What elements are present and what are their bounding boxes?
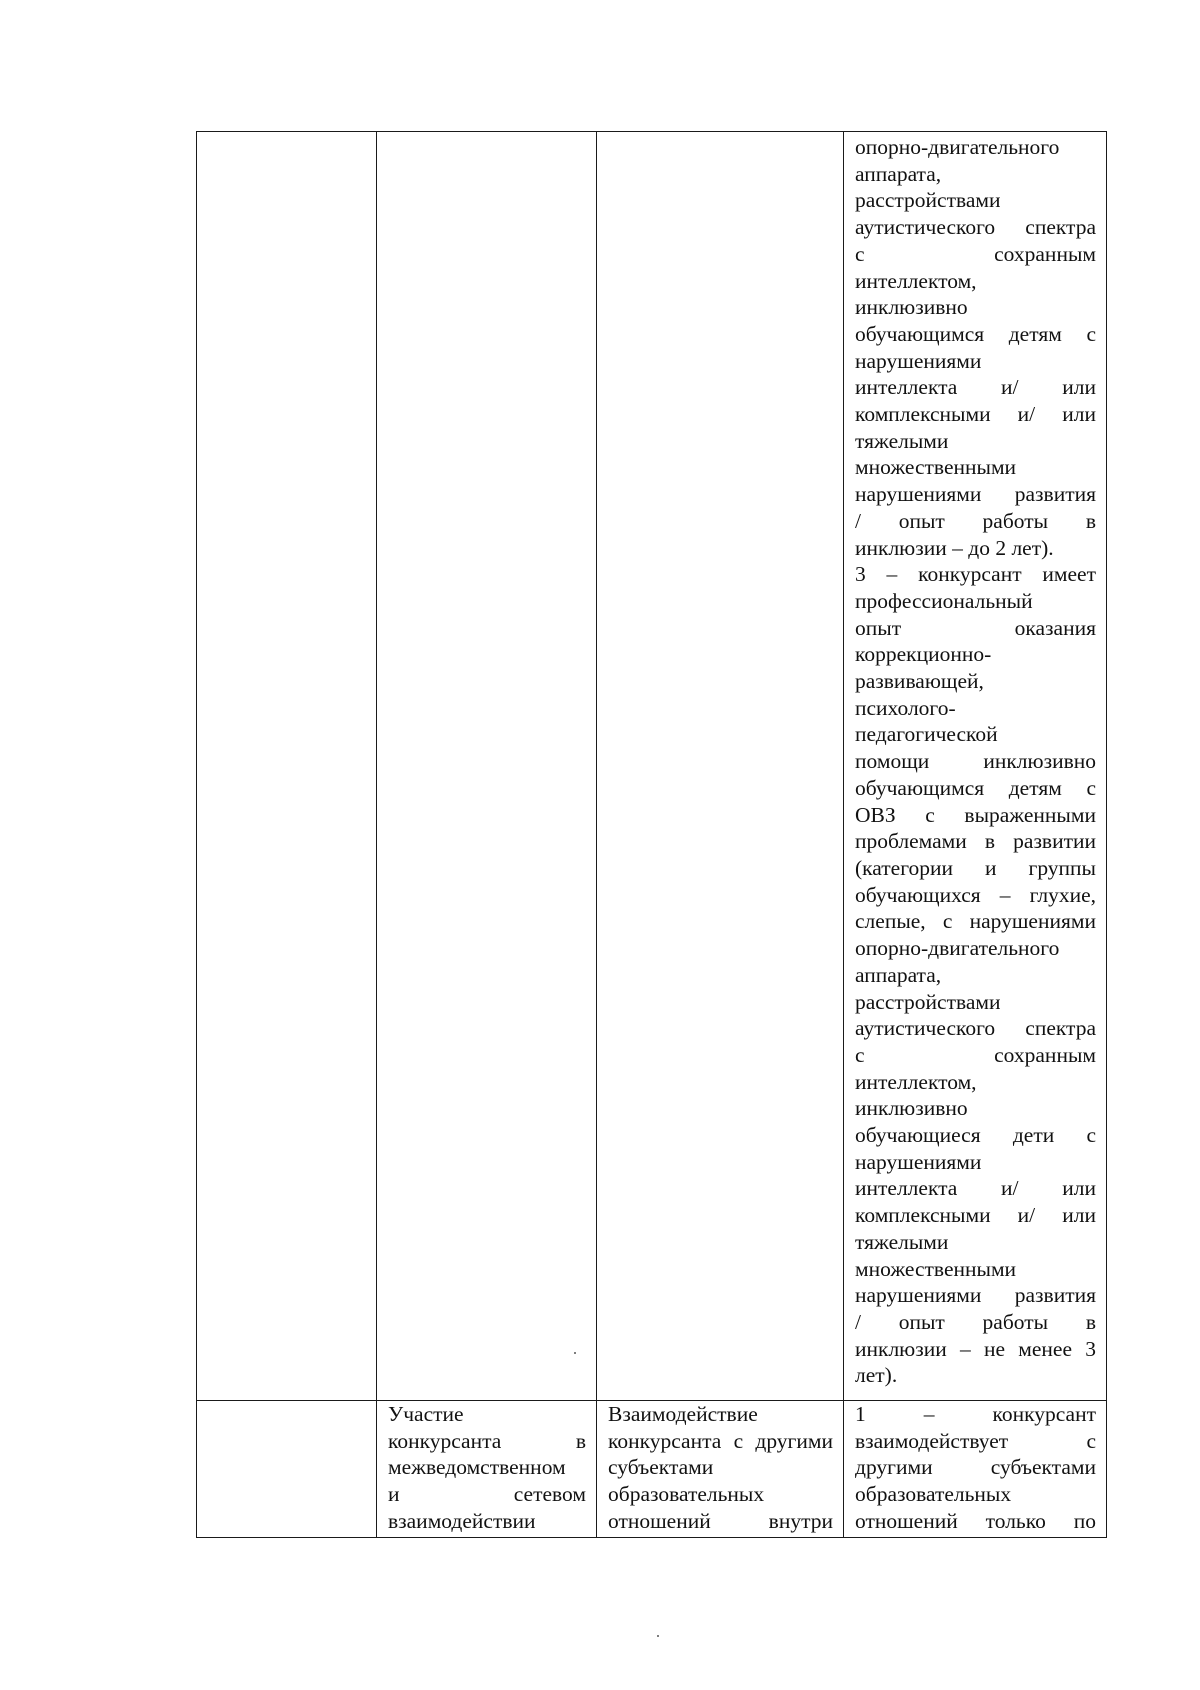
text-line: с сохранным [855, 1042, 1096, 1067]
text-line: 3 – конкурсант имеет [855, 562, 1096, 587]
cell-text [844, 1401, 1106, 1535]
text-line: ОВЗ с выраженными [855, 802, 1096, 827]
text-line: образовательных [608, 1482, 765, 1507]
scan-speck [657, 1635, 659, 1637]
text-line: опыт оказания [855, 615, 1096, 640]
text-line: развивающей, [855, 669, 984, 694]
scan-speck [574, 1352, 576, 1354]
cell-text [377, 1401, 596, 1535]
text-line: субъектами [608, 1455, 714, 1480]
table-cell-empty [197, 1401, 377, 1538]
table-cell-criteria-scale [844, 132, 1107, 1401]
text-line: коррекционно- [855, 642, 992, 667]
text-line: тяжелыми [855, 428, 949, 453]
text-line: конкурсанта с другими [608, 1428, 833, 1453]
text-line: проблемами в развитии [855, 829, 1096, 854]
text-line: Взаимодействие [608, 1402, 758, 1426]
text-line: интеллекта и/ или [855, 375, 1096, 400]
text-line: педагогической [855, 722, 998, 747]
text-line: обучающихся – глухие, [855, 882, 1096, 907]
text-line: расстройствами [855, 188, 1001, 213]
text-line: аутистического спектра [855, 215, 1096, 240]
table-row [197, 1401, 1107, 1538]
table-cell-empty [377, 132, 597, 1401]
text-line: 1 – конкурсант [855, 1402, 1096, 1426]
table-cell-indicator [597, 1401, 844, 1538]
text-line: инклюзивно [855, 295, 968, 320]
text-line: нарушениями [855, 1149, 982, 1174]
text-line: с сохранным [855, 241, 1096, 266]
text-line: лет). [855, 1363, 898, 1388]
text-line: отношений внутри [608, 1508, 833, 1533]
text-line: аутистического спектра [855, 1016, 1096, 1041]
text-line: множественными [855, 455, 1017, 480]
text-line: другими субъектами [855, 1455, 1096, 1480]
table-cell-empty [597, 132, 844, 1401]
table-cell-criterion [377, 1401, 597, 1538]
text-line: аппарата, [855, 962, 942, 987]
text-line: межведомственном [388, 1455, 566, 1480]
text-line: опорно-двигательного [855, 135, 1060, 159]
text-line: взаимодействует с [855, 1428, 1096, 1453]
text-line: и сетевом [388, 1482, 586, 1507]
text-line: (категории и группы [855, 855, 1096, 880]
text-line: конкурсанта в [388, 1428, 586, 1453]
text-line: / опыт работы в [855, 508, 1096, 533]
text-line: Участие [388, 1402, 464, 1426]
text-line: обучающимся детям с [855, 775, 1096, 800]
table-cell-empty [197, 132, 377, 1401]
text-line: отношений только по [855, 1508, 1096, 1533]
text-line: инклюзии – до 2 лет). [855, 535, 1054, 560]
text-line: тяжелыми [855, 1229, 949, 1254]
text-line: обучающимся детям с [855, 321, 1096, 346]
text-line: комплексными и/ или [855, 1203, 1096, 1228]
text-line: нарушениями развития [855, 1283, 1096, 1308]
text-line: / опыт работы в [855, 1309, 1096, 1334]
text-line: слепые, с нарушениями [855, 909, 1096, 934]
text-line: инклюзивно [855, 1096, 968, 1121]
text-line: интеллектом, [855, 1069, 977, 1094]
text-line: образовательных [855, 1482, 1012, 1507]
criteria-table [196, 131, 1107, 1538]
text-line: множественными [855, 1256, 1017, 1281]
text-line: психолого- [855, 695, 956, 720]
cell-text [844, 132, 1106, 1389]
text-line: профессиональный [855, 588, 1033, 613]
text-line: помощи инклюзивно [855, 749, 1096, 774]
text-line: нарушениями [855, 348, 982, 373]
text-line: расстройствами [855, 989, 1001, 1014]
cell-text [597, 1401, 843, 1535]
text-line: инклюзии – не менее 3 [855, 1336, 1096, 1361]
text-line: интеллектом, [855, 268, 977, 293]
text-line: нарушениями развития [855, 482, 1096, 507]
text-line: интеллекта и/ или [855, 1176, 1096, 1201]
text-line: обучающиеся дети с [855, 1123, 1096, 1148]
text-line: аппарата, [855, 161, 942, 186]
text-line: комплексными и/ или [855, 402, 1096, 427]
text-line: взаимодействии [388, 1508, 536, 1533]
table-row-continuation [197, 132, 1107, 1401]
table-cell-criteria-scale [844, 1401, 1107, 1538]
text-line: опорно-двигательного [855, 936, 1060, 961]
